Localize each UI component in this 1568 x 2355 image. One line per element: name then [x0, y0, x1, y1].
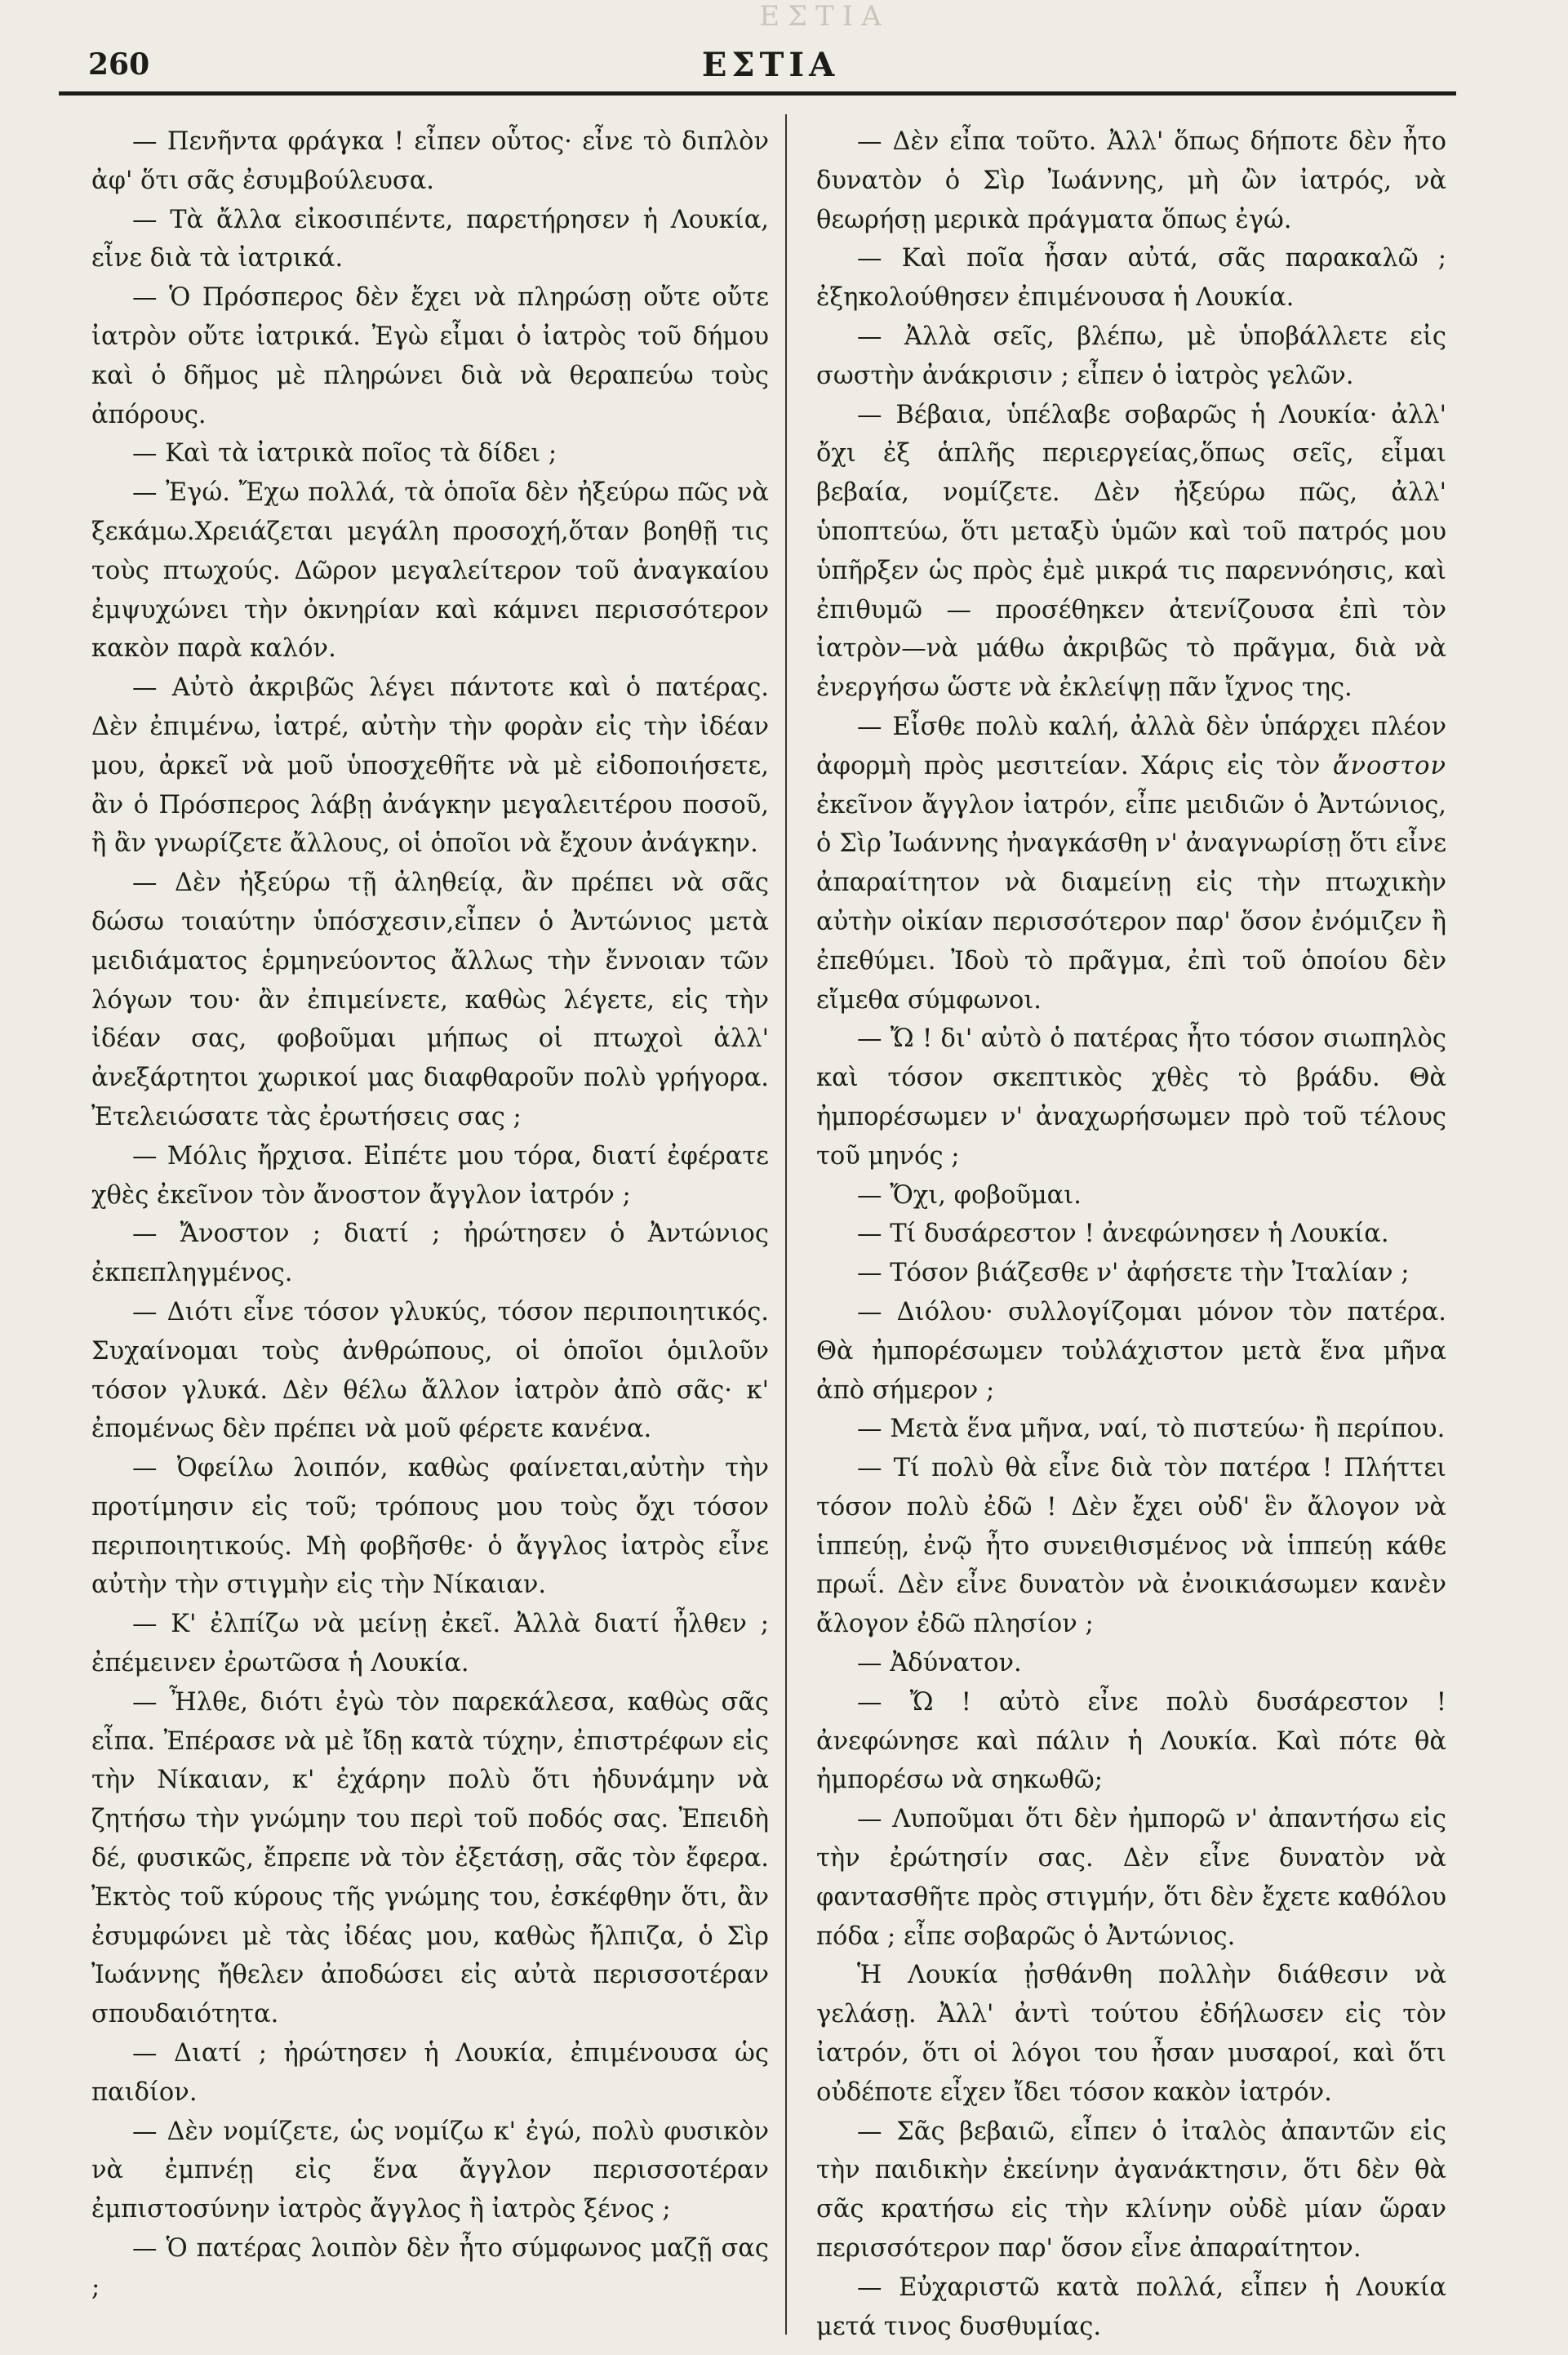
paragraph: — Κ' ἐλπίζω νὰ μείνῃ ἐκεῖ. Ἀλλὰ διατί ἦλθεν ; ἐπέμεινεν ἐρωτῶσα ἡ Λουκία.: [91, 1610, 769, 1678]
paragraph: — Ἀλλὰ σεῖς, βλέπω, μὲ ὑποβάλλετε εἰς σωστὴν ἀνάκρισιν ; εἶπεν ὁ ἰατρὸς γελῶν.: [816, 322, 1446, 390]
paragraph: — Σᾶς βεβαιῶ, εἶπεν ὁ ἰταλὸς ἀπαντῶν εἰς τὴν παιδικὴν ἐκείνην ἀγανάκτησιν, ὅτι δὲν θὰ σᾶς κρατήσω εἰς τὴν κλίνην οὐδὲ μίαν ὥραν περισσότερον παρ' ὅσον εἶνε ἀπαραίτητον.: [816, 2117, 1446, 2264]
paragraph: — Ὀφείλω λοιπόν, καθὼς φαίνεται,αὐτὴν τὴν προτίμησιν εἰς τοῦ; τρόπους μου τοὺς ὄχι τόσον περιποιητικούς. Μὴ φοβῆσθε· ὁ ἄγγλος ἰατρὸς εἶνε αὐτὴν τὴν στιγμὴν εἰς τὴν Νίκαιαν.: [91, 1454, 769, 1600]
paragraph: — Διόλου· συλλογίζομαι μόνον τὸν πατέρα. Θὰ ἠμπορέσωμεν τοὐλάχιστον μετὰ ἕνα μῆνα ἀπὸ σήμερον ;: [816, 1297, 1446, 1405]
paragraph: — Ἀδύνατον.: [857, 1649, 1022, 1678]
paragraph: — Ὄχι, φοβοῦμαι.: [857, 1180, 1082, 1210]
paragraph: — Ἐγώ. Ἔχω πολλά, τὰ ὁποῖα δὲν ἠξεύρω πῶς νὰ ξεκάμω.Χρειάζεται μεγάλη προσοχή,ὅταν βοηθῇ τις τοὺς πτωχούς. Δῶρον μεγαλείτερον τοῦ ἀναγκαίου ἐμψυχώνει τὴν ὀκνηρίαν καὶ κάμνει περισσότερον κακὸν παρὰ καλόν.: [91, 478, 769, 664]
left-column: [91, 122, 769, 2326]
paragraph: Ἡ Λουκία ᾐσθάνθη πολλὴν διάθεσιν νὰ γελάσῃ. Ἀλλ' ἀντὶ τούτου ἐδήλωσεν εἰς τὸν ἰατρόν, ὅτι οἱ λόγοι του ἦσαν μυσαροί, καὶ ὅτι οὐδέποτε εἶχεν ἴδει τόσον κακὸν ἰατρόν.: [816, 1961, 1446, 2107]
paragraph: — Μετὰ ἕνα μῆνα, ναί, τὸ πιστεύω· ἢ περίπου.: [857, 1415, 1446, 1444]
page-header: [88, 42, 1453, 91]
paragraph: — Τί πολὺ θὰ εἶνε διὰ τὸν πατέρα ! Πλήττει τόσον πολὺ ἐδῶ ! Δὲν ἔχει οὐδ' ἓν ἄλογον νὰ ἱππεύῃ, ἐνῷ ἦτο συνειθισμένος νὰ ἱππεύῃ κάθε πρωΐ. Δὲν εἶνε δυνατὸν νὰ ἐνοικιάσωμεν κανὲν ἄλογον ἐδῶ πλησίον ;: [816, 1454, 1446, 1639]
paragraph: — Ὁ Πρόσπερος δὲν ἔχει νὰ πληρώσῃ οὔτε οὔτε ἰατρὸν οὔτε ἰατρικά. Ἐγὼ εἶμαι ὁ ἰατρὸς τοῦ δήμου καὶ ὁ δῆμος μὲ πληρώνει διὰ νὰ θεραπεύω τοὺς ἀπόρους.: [91, 283, 769, 429]
paragraph: — Πενῆντα φράγκα ! εἶπεν οὗτος· εἶνε τὸ διπλὸν ἀφ' ὅτι σᾶς ἐσυμβούλευσα.: [91, 127, 769, 195]
paragraph: — Ὤ ! αὐτὸ εἶνε πολὺ δυσάρεστον ! ἀνεφώνησε καὶ πάλιν ἡ Λουκία. Καὶ πότε θὰ ἠμπορέσω νὰ σηκωθῶ;: [816, 1687, 1446, 1795]
paragraph: — Ἄνοστον ; διατί ; ἠρώτησεν ὁ Ἀντώνιος ἐκπεπληγμένος.: [91, 1220, 769, 1288]
header-rule: [59, 91, 1456, 96]
paragraph: — Βέβαια, ὑπέλαβε σοβαρῶς ἡ Λουκία· ἀλλ' ὄχι ἐξ ἁπλῆς περιεργείας,ὅπως σεῖς, εἶμαι βεβαία, νομίζετε. Δὲν ἠξεύρω πῶς, ἀλλ' ὑποπτεύω, ὅτι μεταξὺ ὑμῶν καὶ τοῦ πατρός μου ὑπῆρξεν ὡς πρὸς ἐμὲ μικρά τις παρεννόησις, καὶ ἐπιθυμῶ — προσέθηκεν ἀτενίζουσα ἐπὶ τὸν ἰατρὸν—νὰ μάθω ἀκριβῶς τὸ πρᾶγμα, διὰ νὰ ἐνεργήσω ὥστε νὰ ἐκλείψῃ πᾶν ἴχνος της.: [816, 400, 1446, 703]
paragraph: — Μόλις ἤρχισα. Εἰπέτε μου τόρα, διατί ἐφέρατε χθὲς ἐκεῖνον τὸν ἄνοστον ἄγγλον ἰατρόν ;: [91, 1141, 769, 1210]
paragraph-start: — Εἶσθε πολὺ καλή, ἀλλὰ δὲν ὑπάρχει πλέον ἀφορμὴ πρὸς μεσιτείαν. Χάρις εἰς τὸν: [816, 712, 1446, 780]
paragraph-rest: ἐκεῖνον ἄγγλον ἰατρόν, εἶπε μειδιῶν ὁ Ἀντώνιος, ὁ Σὶρ Ἰωάννης ἠναγκάσθη ν' ἀναγνωρίσῃ ὅτι εἶνε ἀπαραίτητον νὰ διαμείνῃ εἰς τὴν πτωχικὴν αὐτὴν οἰκίαν περισσότερον παρ' ὅσον ἐνόμιζεν ἢ ἐπεθύμει. Ἰδοὺ τὸ πρᾶγμα, ἐπὶ τοῦ ὁποίου δὲν εἴμεθα σύμφωνοι.: [816, 790, 1446, 1015]
paragraph: — Καὶ ποῖα ἦσαν αὐτά, σᾶς παρακαλῶ ; ἐξηκολούθησεν ἐπιμένουσα ἡ Λουκία.: [816, 244, 1446, 313]
column-divider: [785, 114, 787, 2335]
paragraph: — Διατί ; ἠρώτησεν ἡ Λουκία, ἐπιμένουσα ὡς παιδίον.: [91, 2039, 769, 2107]
bleed-through-header: ΕΣΤΙΑ: [759, 0, 890, 33]
italic-word: ἄνοστον: [1332, 751, 1446, 780]
paragraph-with-italic: [816, 708, 1446, 1020]
paragraph: — Ὁ πατέρας λοιπὸν δὲν ἦτο σύμφωνος μαζῇ σας ;: [91, 2234, 769, 2302]
right-column: [816, 122, 1446, 2341]
paragraph: — Διότι εἶνε τόσον γλυκύς, τόσον περιποιητικός. Συχαίνομαι τοὺς ἀνθρώπους, οἱ ὁποῖοι ὁμιλοῦν τόσον γλυκά. Δὲν θέλω ἄλλον ἰατρὸν ἀπὸ σᾶς· κ' ἐπομένως δὲν πρέπει νὰ μοῦ φέρετε κανένα.: [91, 1297, 769, 1444]
paragraph: — Τὰ ἄλλα εἰκοσιπέντε, παρετήρησεν ἡ Λουκία, εἶνε διὰ τὰ ἰατρικά.: [91, 205, 769, 273]
paragraph: — Τόσον βιάζεσθε ν' ἀφήσετε τὴν Ἰταλίαν ;: [857, 1259, 1410, 1288]
running-title: ΕΣΤΙΑ: [701, 46, 840, 84]
paragraph: — Τί δυσάρεστον ! ἀνεφώνησεν ἡ Λουκία.: [857, 1220, 1389, 1249]
page-number: 260: [88, 47, 150, 82]
paragraph: — Ὤ ! δι' αὐτὸ ὁ πατέρας ἦτο τόσον σιωπηλὸς καὶ τόσον σκεπτικὸς χθὲς τὸ βράδυ. Θὰ ἠμπορέσωμεν ν' ἀναχωρήσωμεν πρὸ τοῦ τέλους τοῦ μηνός ;: [816, 1024, 1446, 1171]
paragraph: — Δὲν ἠξεύρω τῇ ἀληθείᾳ, ἂν πρέπει νὰ σᾶς δώσω τοιαύτην ὑπόσχεσιν,εἶπεν ὁ Ἀντώνιος μετὰ μειδιάματος ἑρμηνεύοντος ἄλλως τὴν ἔννοιαν τῶν λόγων του· ἂν ἐπιμείνετε, καθὼς λέγετε, εἰς τὴν ἰδέαν σας, φοβοῦμαι μήπως οἱ πτωχοὶ ἀλλ' ἀνεξάρτητοι χωρικοί μας διαφθαροῦν πολὺ γρήγορα. Ἐτελειώσατε τὰς ἐρωτήσεις σας ;: [91, 869, 769, 1131]
paragraph: — Λυποῦμαι ὅτι δὲν ἠμπορῶ ν' ἀπαντήσω εἰς τὴν ἐρώτησίν σας. Δὲν εἶνε δυνατὸν νὰ φαντασθῆτε πρὸς στιγμήν, ὅτι δὲν ἔχετε καθόλου πόδα ; εἶπε σοβαρῶς ὁ Ἀντώνιος.: [816, 1805, 1446, 1951]
paragraph: — Εὐχαριστῶ κατὰ πολλά, εἶπεν ἡ Λουκία μετά τινος δυσθυμίας.: [816, 2273, 1446, 2341]
paragraph: — Αὐτὸ ἀκριβῶς λέγει πάντοτε καὶ ὁ πατέρας. Δὲν ἐπιμένω, ἰατρέ, αὐτὴν τὴν φορὰν εἰς τὴν ἰδέαν μου, ἀρκεῖ νὰ μοῦ ὑποσχεθῆτε νὰ μὲ εἰδοποιήσετε, ἂν ὁ Πρόσπερος λάβῃ ἀνάγκην μεγαλειτέρου ποσοῦ, ἢ ἂν γνωρίζετε ἄλλους, οἱ ὁποῖοι νὰ ἔχουν ἀνάγκην.: [91, 673, 769, 859]
paragraph: — Ἦλθε, διότι ἐγὼ τὸν παρεκάλεσα, καθὼς σᾶς εἶπα. Ἐπέρασε νὰ μὲ ἴδῃ κατὰ τύχην, ἐπιστρέφων εἰς τὴν Νίκαιαν, κ' ἐχάρην πολὺ ὅτι ἠδυνάμην νὰ ζητήσω τὴν γνώμην του περὶ τοῦ ποδός σας. Ἐπειδὴ δέ, φυσικῶς, ἔπρεπε νὰ τὸν ἐξετάσῃ, σᾶς τὸν ἔφερα. Ἐκτὸς τοῦ κύρους τῆς γνώμης του, ἐσκέφθην ὅτι, ἂν ἐσυμφώνει μὲ τὰς ἰδέας μου, καθὼς ἤλπιζα, ὁ Σὶρ Ἰωάννης ἤθελεν ἀποδώσει εἰς αὐτὰ περισσοτέραν σπουδαιότητα.: [91, 1687, 769, 2029]
paragraph: — Καὶ τὰ ἰατρικὰ ποῖος τὰ δίδει ;: [132, 439, 557, 469]
paragraph: — Δὲν νομίζετε, ὡς νομίζω κ' ἐγώ, πολὺ φυσικὸν νὰ ἐμπνέῃ εἰς ἕνα ἄγγλον περισσοτέραν ἐμπιστοσύνην ἰατρὸς ἄγγλος ἢ ἰατρὸς ξένος ;: [91, 2117, 769, 2224]
paragraph: — Δὲν εἶπα τοῦτο. Ἀλλ' ὅπως δήποτε δὲν ἦτο δυνατὸν ὁ Σὶρ Ἰωάννης, μὴ ὢν ἰατρός, νὰ θεωρήσῃ μερικὰ πράγματα ὅπως ἐγώ.: [816, 127, 1446, 234]
